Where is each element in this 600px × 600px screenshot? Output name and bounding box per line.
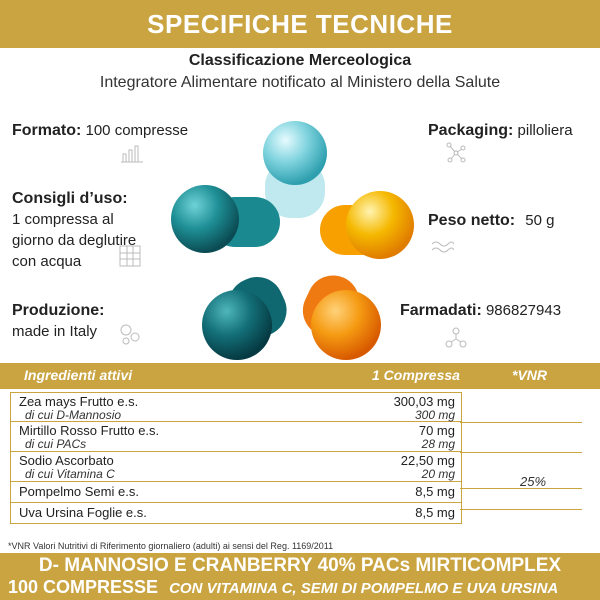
- footer-line1: D- MANNOSIO E CRANBERRY 40% PACs MIRTICOMPLEX: [38, 555, 562, 576]
- produzione-label: Produzione:: [12, 302, 105, 319]
- produzione-value: made in Italy: [12, 323, 98, 340]
- col-dose: 1 Compressa: [372, 367, 460, 383]
- table-row: [10, 422, 462, 452]
- ingredient-name: Mirtillo Rosso Frutto e.s.: [19, 423, 160, 438]
- vnr-value: 25%: [520, 474, 547, 489]
- col-vnr: *VNR: [512, 367, 548, 383]
- ingredients-table: [10, 392, 592, 524]
- title-banner: [0, 0, 600, 48]
- table-row: [10, 503, 462, 524]
- pill-right: [346, 191, 414, 259]
- ingredient-sub-dose: 20 mg: [421, 467, 455, 481]
- formato-label: Formato:: [12, 122, 82, 139]
- ingredient-dose: 70 mg: [418, 423, 455, 438]
- footer-line2-bold: 100 COMPRESSE: [8, 577, 159, 597]
- ingredient-name: Sodio Ascorbato: [19, 453, 114, 468]
- peso-label: Peso netto:: [428, 212, 516, 229]
- pill-bottom-right: [311, 290, 381, 360]
- farmadati-value: 986827943: [485, 302, 562, 319]
- ingredients-table-header: [0, 363, 600, 389]
- ingredient-dose: 8,5 mg: [415, 505, 455, 520]
- bar-chart-icon: [120, 140, 144, 164]
- grid-icon: [118, 244, 142, 268]
- consigli-line2: giorno da deglutire: [12, 232, 137, 249]
- ingredient-sub-dose: 300 mg: [414, 408, 455, 422]
- consigli-line3: con acqua: [12, 253, 82, 270]
- peso-value: 50 g: [525, 212, 555, 229]
- bubbles-icon: [118, 322, 142, 346]
- ingredient-dose: 8,5 mg: [415, 484, 455, 499]
- classification-heading: Classificazione Merceologica: [188, 52, 412, 69]
- ingredient-sub: di cui PACs: [25, 437, 87, 451]
- ingredient-name: Uva Ursina Foglie e.s.: [19, 505, 147, 520]
- footnote: *VNR Valori Nutritivi di Riferimento giornaliero (adulti) ai sensi del Reg. 1169/2011: [8, 541, 334, 551]
- consigli-label: Consigli d’uso:: [12, 190, 128, 207]
- footer-line2-italic: CON VITAMINA C, SEMI DI POMPELMO E UVA URSINA: [169, 580, 559, 597]
- pills-illustration: [150, 115, 450, 375]
- page-title: SPECIFICHE TECNICHE: [147, 9, 453, 39]
- table-row: [10, 392, 462, 422]
- packaging-value: pilloliera: [517, 122, 573, 139]
- footer-banner: [0, 553, 600, 600]
- vnr-divider: [460, 452, 582, 453]
- spec-produzione: [12, 300, 104, 342]
- ingredient-dose: 22,50 mg: [400, 453, 455, 468]
- farmadati-label: Farmadati:: [400, 302, 482, 319]
- vnr-divider: [460, 509, 582, 510]
- ingredient-sub-dose: 28 mg: [421, 437, 455, 451]
- vnr-divider: [460, 422, 582, 423]
- packaging-label: Packaging:: [428, 122, 514, 139]
- consigli-line1: 1 compressa al: [12, 211, 114, 228]
- formato-value: 100 compresse: [85, 122, 189, 139]
- ingredient-name: Zea mays Frutto e.s.: [19, 394, 139, 409]
- table-row: [10, 452, 462, 482]
- ingredient-sub: di cui Vitamina C: [25, 467, 115, 481]
- pill-top: [263, 121, 327, 185]
- pill-left: [171, 185, 239, 253]
- ingredient-dose: 300,03 mg: [393, 394, 455, 409]
- footer-line2: [8, 577, 558, 598]
- classification-text: Integratore Alimentare notificato al Ministero della Salute: [99, 74, 501, 91]
- ingredient-name: Pompelmo Semi e.s.: [19, 484, 139, 499]
- ingredient-sub: di cui D-Mannosio: [25, 408, 122, 422]
- pill-bottom-left: [202, 290, 272, 360]
- table-row: [10, 482, 462, 503]
- col-ingredients: Ingredienti attivi: [24, 367, 133, 383]
